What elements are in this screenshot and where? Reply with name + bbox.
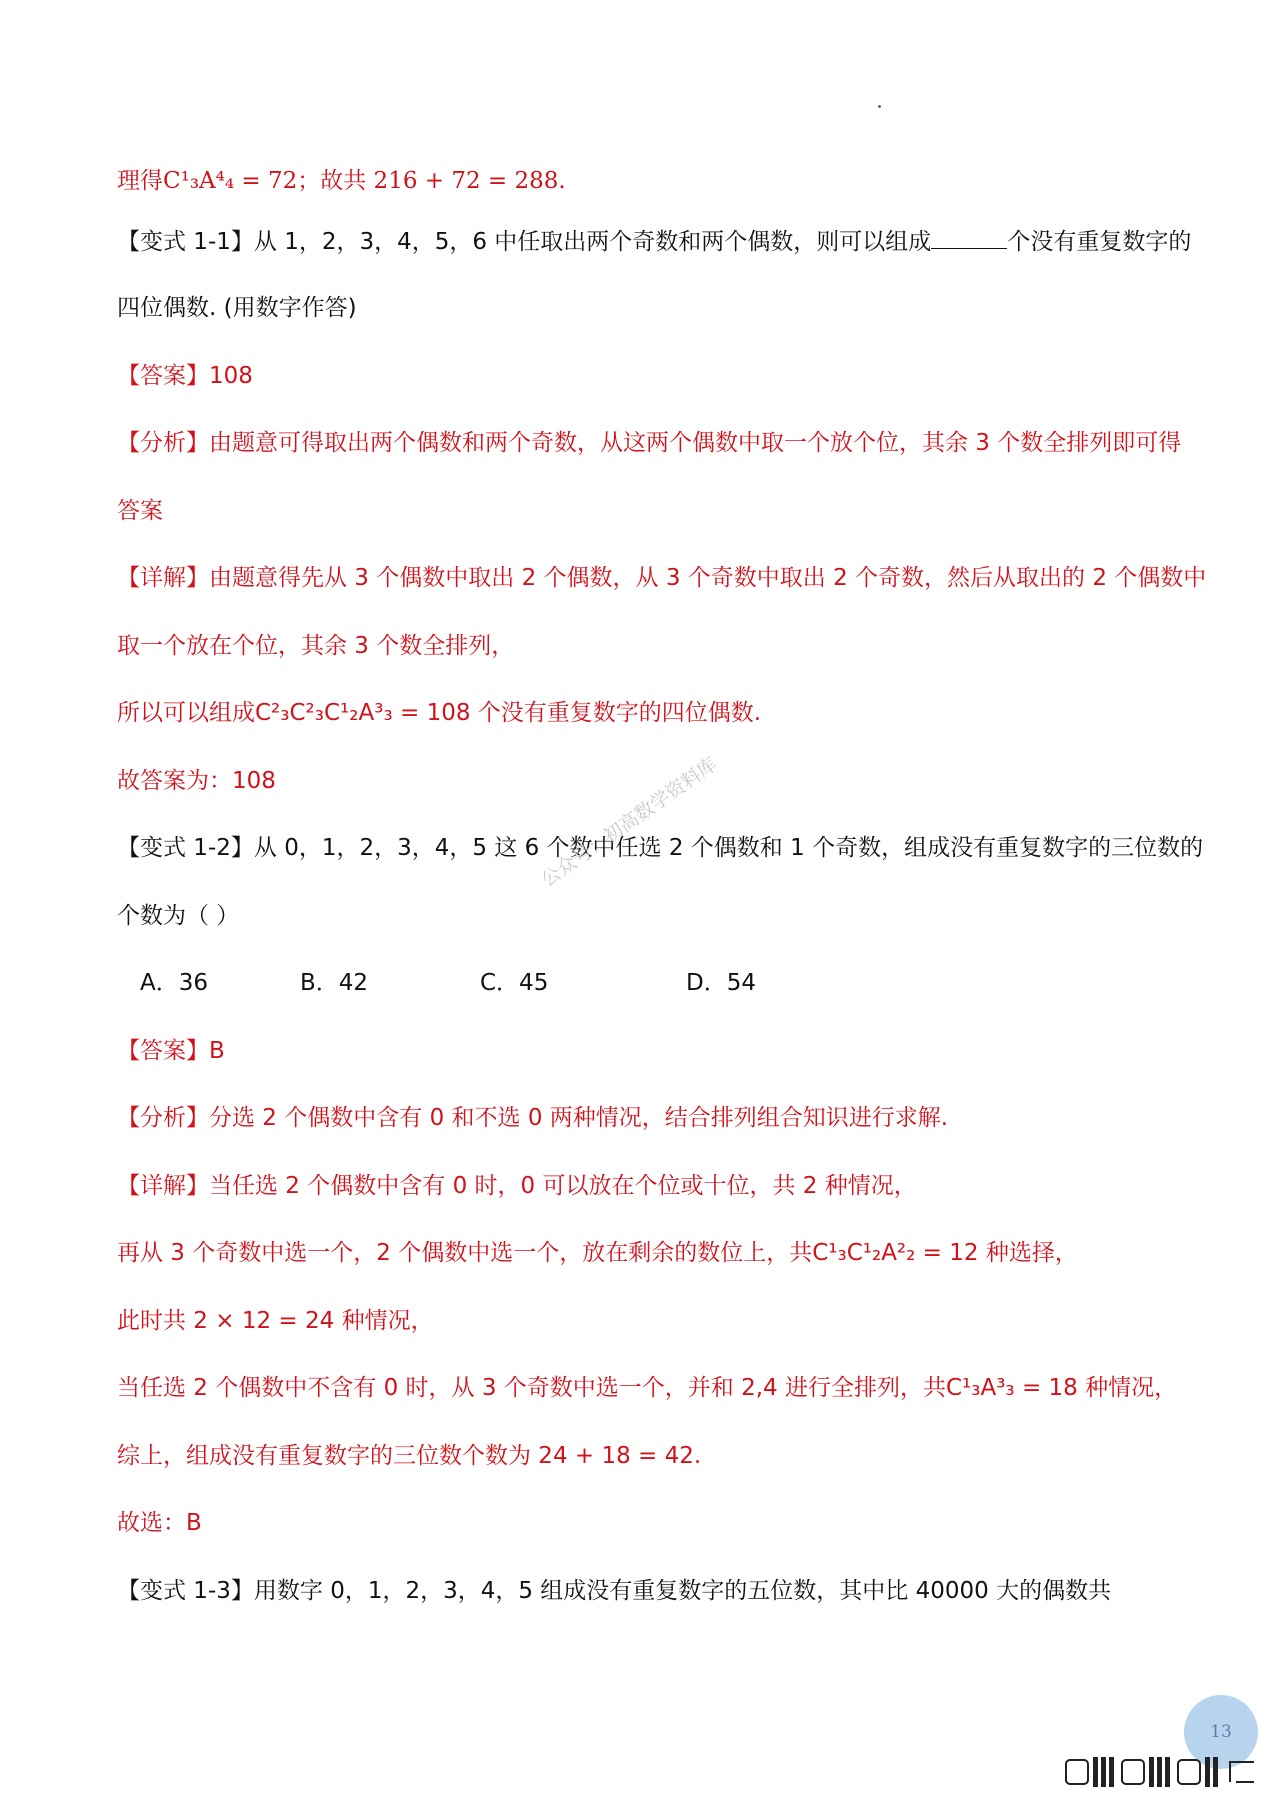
analysis-1-line-2: 答案: [117, 498, 163, 524]
analysis-1-line-1: 【分析】由题意可得取出两个偶数和两个奇数，从这两个偶数中取一个放个位，其余 3 个数全排列即可得: [117, 430, 1182, 456]
variant-1-2-line-1: 【变式 1-2】从 0，1，2，3，4，5 这 6 个数中任选 2 个偶数和 1 个奇数，组成没有重复数字的三位数的: [117, 835, 1204, 861]
answer-2: 【答案】B: [117, 1038, 225, 1064]
detail-2-line-4: 当任选 2 个偶数中不含有 0 时，从 3 个奇数中选一个，并和 2,4 进行全排列，共C¹₃A³₃ = 18 种情况，: [117, 1375, 1178, 1401]
page-number: 13: [1210, 1722, 1232, 1742]
variant-1-2-line-2: 个数为（ ）: [117, 903, 240, 929]
choice-c: C．45: [480, 970, 549, 996]
final-answer-1: 故答案为：108: [117, 768, 276, 794]
watermark-text: 公众号：初高数学资料库: [537, 753, 722, 892]
variant-1-1-text-a: 【变式 1-1】从 1，2，3，4，5，6 中任取出两个奇数和两个偶数，则可以组成: [117, 229, 932, 255]
variant-1-1-line-2: 四位偶数. (用数字作答): [117, 295, 357, 321]
variant-1-3-line-1: 【变式 1-3】用数字 0，1，2，3，4，5 组成没有重复数字的五位数，其中比 40000 大的偶数共: [117, 1578, 1112, 1604]
detail-1-line-3: 所以可以组成C²₃C²₃C¹₂A³₃ = 108 个没有重复数字的四位偶数.: [117, 700, 762, 726]
final-answer-2: 故选：B: [117, 1510, 202, 1536]
variant-1-1-text-b: 个没有重复数字的: [1007, 229, 1192, 255]
detail-1-line-2: 取一个放在个位，其余 3 个数全排列，: [117, 633, 515, 659]
choice-a: A．36: [140, 970, 209, 996]
prev-solution-line: 理得C¹₃A⁴₄ = 72；故共 216 + 72 = 288.: [117, 168, 566, 194]
answer-blank: [931, 226, 1007, 249]
barcode-logo-icon: [1050, 1752, 1266, 1792]
detail-2-line-5: 综上，组成没有重复数字的三位数个数为 24 + 18 = 42.: [117, 1443, 702, 1469]
detail-1-line-1: 【详解】由题意得先从 3 个偶数中取出 2 个偶数，从 3 个奇数中取出 2 个奇数，然后从取出的 2 个偶数中: [117, 565, 1207, 591]
variant-1-1-line-1: [117, 226, 1191, 257]
detail-2-line-3: 此时共 2 × 12 = 24 种情况，: [117, 1308, 434, 1334]
analysis-2: 【分析】分选 2 个偶数中含有 0 和不选 0 两种情况，结合排列组合知识进行求解.: [117, 1105, 949, 1131]
answer-1: 【答案】108: [117, 363, 253, 389]
choice-d: D．54: [686, 970, 756, 996]
detail-2-line-1: 【详解】当任选 2 个偶数中含有 0 时，0 可以放在个位或十位，共 2 种情况，: [117, 1173, 917, 1199]
choice-b: B．42: [300, 970, 369, 996]
detail-2-line-2: 再从 3 个奇数中选一个，2 个偶数中选一个，放在剩余的数位上，共C¹₃C¹₂A²₂ = 12 种选择，: [117, 1240, 1078, 1266]
page-dot: [878, 105, 881, 108]
